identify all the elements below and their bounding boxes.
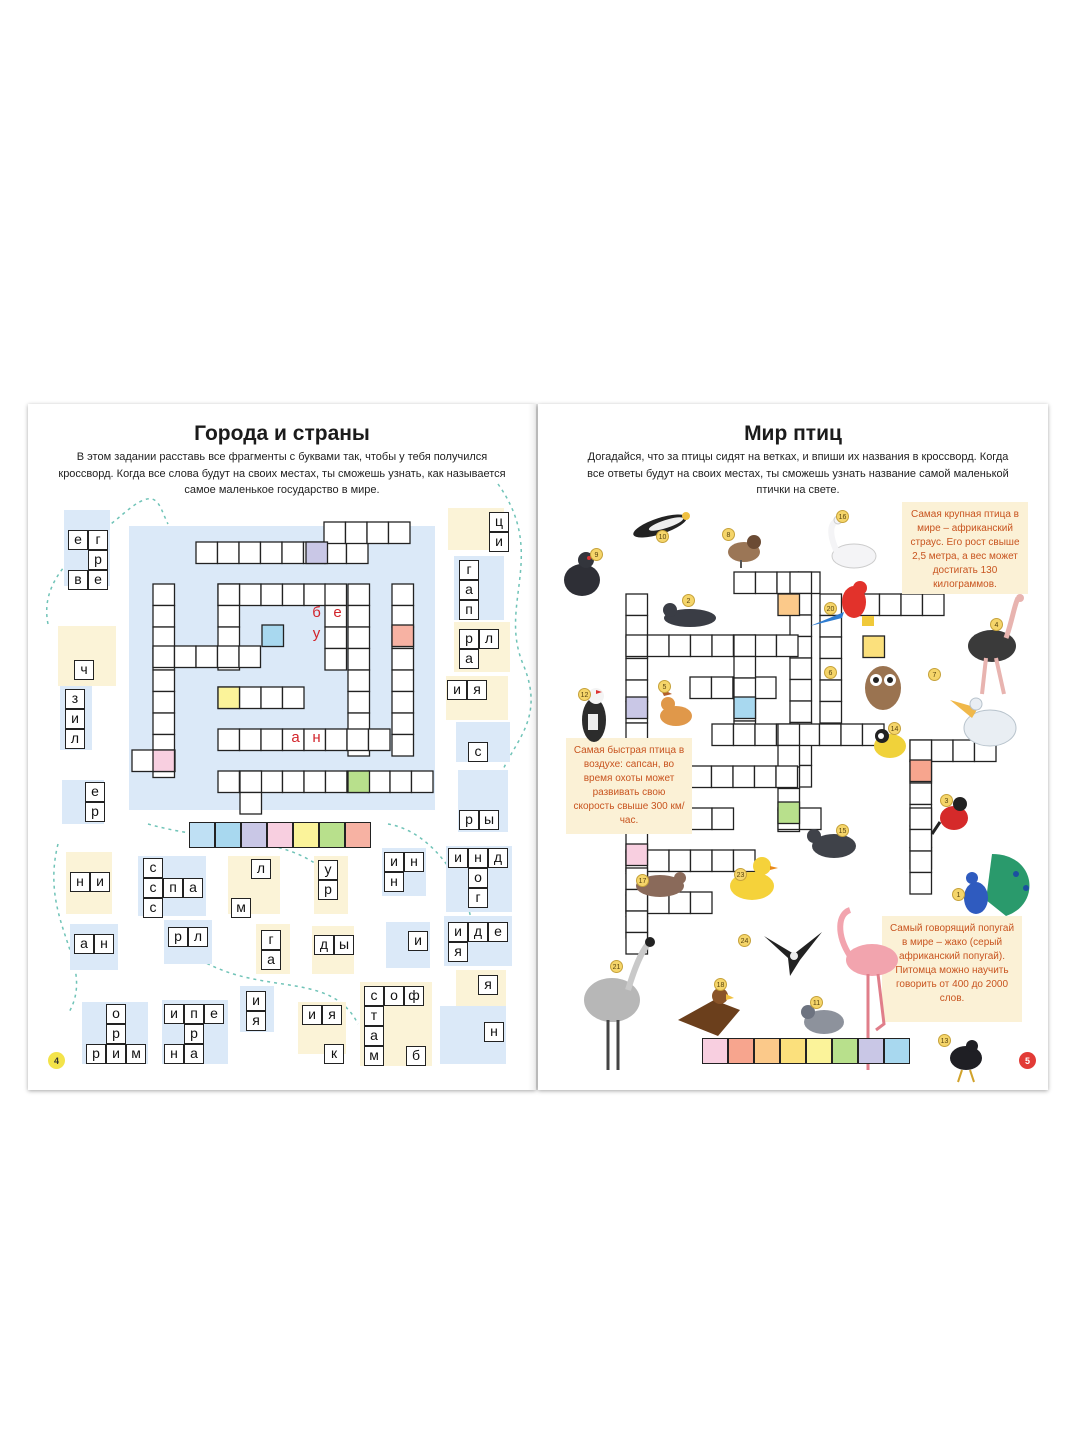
crossword-cell [798, 724, 820, 746]
crossword-cell [910, 783, 932, 805]
fragment-cell[interactable]: д [488, 848, 508, 868]
grid-letter-u: у [312, 625, 321, 642]
crossword-cell [712, 635, 734, 657]
badge-icon: 21 [610, 960, 623, 973]
parrot-icon [804, 578, 880, 634]
crossword-cell [778, 746, 800, 768]
crossword-cell [282, 542, 304, 564]
grid-letter-a: а [291, 729, 300, 746]
crossword-cell [348, 606, 370, 628]
badge-icon: 18 [714, 978, 727, 991]
crossword-cell [910, 740, 932, 762]
fragment-cell[interactable]: г [468, 888, 488, 908]
crossword-cell [392, 735, 414, 757]
crossword-cell [863, 636, 885, 658]
left-page [28, 404, 536, 1090]
crossword-cell [392, 606, 414, 628]
crossword-cell [346, 522, 368, 544]
fragment-cell[interactable]: к [324, 1044, 344, 1064]
fragment-cell[interactable]: т [364, 1006, 384, 1026]
crossword-cell [648, 635, 670, 657]
crossword-cell [306, 542, 328, 564]
answer-cell[interactable] [345, 822, 371, 848]
fragment-cell[interactable]: р [85, 802, 105, 822]
answer-cell[interactable] [728, 1038, 754, 1064]
crossword-cell [240, 687, 262, 709]
fragment-cell[interactable]: е [85, 782, 105, 802]
crossword-cell [392, 692, 414, 714]
crossword-cell [239, 542, 261, 564]
crossword-cell [626, 697, 648, 719]
fragment-cell[interactable]: я [322, 1005, 342, 1025]
crossword-cell [261, 687, 283, 709]
crossword-cell [910, 760, 932, 782]
crossword-cell [218, 542, 240, 564]
crossword-cell [348, 584, 370, 606]
crossword-cell [820, 637, 842, 659]
fragment-cell[interactable]: и [408, 931, 428, 951]
fragment-cell[interactable]: г [459, 560, 479, 580]
fragment-cell[interactable]: с [468, 742, 488, 762]
page-title-birds: Мир птиц [744, 422, 842, 445]
fragment-cell[interactable]: р [318, 880, 338, 900]
crossword-cell [910, 808, 932, 830]
crossword-cell [777, 635, 799, 657]
crossword-cell [175, 646, 197, 668]
crossword-cell [347, 542, 369, 564]
badge-icon: 7 [928, 668, 941, 681]
crossword-cell [348, 627, 370, 649]
cities-answer-strip[interactable] [189, 822, 371, 848]
crossword-cell [240, 584, 262, 606]
fragment-cell[interactable]: я [246, 1011, 266, 1031]
crossword-cell [910, 830, 932, 852]
fragment-cell[interactable]: и [65, 709, 85, 729]
book-spread [28, 404, 1048, 1090]
fact-parrot: Самый говорящий попугай в мире – жако (серый африканский попугай). Питомца можно научить говорить от 400 до 2000 слов. [882, 916, 1022, 1022]
badge-icon: 16 [836, 510, 849, 523]
badge-icon: 11 [810, 996, 823, 1009]
fact-ostrich: Самая крупная птица в мире – африканский страус. Его рост свыше 2,5 метра, а вес может достигать 130 килограммов. [902, 502, 1028, 594]
crossword-cell [153, 692, 175, 714]
crossword-cell [820, 724, 842, 746]
badge-icon: 10 [656, 530, 669, 543]
badge-icon: 23 [734, 868, 747, 881]
badge-icon: 9 [590, 548, 603, 561]
crossword-cell [734, 697, 756, 719]
fragment-cell[interactable]: н [94, 934, 114, 954]
badge-icon: 13 [938, 1034, 951, 1047]
crossword-cell [390, 771, 412, 793]
crossword-cell [626, 616, 648, 638]
crossword-cell [734, 635, 756, 657]
fragment-cell[interactable]: и [302, 1005, 322, 1025]
fragment-cell[interactable]: р [459, 629, 479, 649]
grid-letter-e: е [333, 604, 342, 621]
crossword-cell [389, 522, 411, 544]
fragment-cell[interactable]: р [88, 550, 108, 570]
crossword-cell [196, 646, 218, 668]
crossword-cell [262, 625, 284, 647]
crossword-cell [626, 659, 648, 681]
page-title-cities: Города и страны [194, 422, 370, 445]
fragment-cell[interactable]: с [364, 986, 384, 1006]
fragment-cell[interactable]: а [183, 878, 203, 898]
crossword-cell [626, 844, 648, 866]
fragment-cell[interactable]: л [479, 629, 499, 649]
badge-icon: 4 [990, 618, 1003, 631]
page-number: 5 [1019, 1052, 1036, 1069]
crossword-cell [626, 594, 648, 616]
fragment-cell[interactable]: у [318, 860, 338, 880]
crossword-cell [153, 606, 175, 628]
fragment-cell[interactable]: и [164, 1004, 184, 1024]
fragment-cell[interactable]: м [364, 1046, 384, 1066]
crossword-cell [669, 635, 691, 657]
crossword-cell [392, 713, 414, 735]
fragment-cell[interactable]: н [384, 872, 404, 892]
crossword-cell [153, 670, 175, 692]
crossword-cell [348, 649, 370, 671]
crossword-cell [261, 771, 283, 793]
crossword-cell [690, 766, 712, 788]
fragment-cell[interactable]: о [468, 868, 488, 888]
fragment-cell[interactable]: ц [489, 512, 509, 532]
badge-icon: 14 [888, 722, 901, 735]
crossword-cell [348, 771, 370, 793]
fragment-cell[interactable]: л [251, 859, 271, 879]
crossword-cell [755, 724, 777, 746]
answer-cell[interactable] [189, 822, 215, 848]
crossword-cell [240, 793, 262, 815]
crossword-cell [755, 635, 777, 657]
crossword-cell [348, 692, 370, 714]
fragment-cell[interactable]: р [184, 1024, 204, 1044]
fragment-cell[interactable]: а [184, 1044, 204, 1064]
fragment-cell[interactable]: и [448, 922, 468, 942]
badge-icon: 5 [658, 680, 671, 693]
grid-letter-b: б [312, 604, 321, 621]
eagle-icon [674, 980, 744, 1040]
crossword-cell [153, 627, 175, 649]
crossword-cell [841, 724, 863, 746]
fragment-cell[interactable]: я [448, 942, 468, 962]
crossword-cell [778, 594, 800, 616]
birds-answer-strip[interactable] [702, 1038, 910, 1064]
swan-icon [824, 514, 878, 570]
fragment-cell[interactable]: г [261, 930, 281, 950]
badge-icon: 2 [682, 594, 695, 607]
fragment-cell[interactable]: ы [334, 935, 354, 955]
badge-icon: 17 [636, 874, 649, 887]
fragment-cell[interactable]: а [364, 1026, 384, 1046]
fragment-cell[interactable]: ф [404, 986, 424, 1006]
peacock-icon [946, 844, 1040, 928]
crossword-cell [326, 729, 348, 751]
fragment-cell[interactable]: е [68, 530, 88, 550]
crossword-cell [755, 677, 777, 699]
fragment-cell[interactable]: р [86, 1044, 106, 1064]
crossword-cell [218, 646, 240, 668]
crane-icon [578, 930, 664, 1072]
crossword-cell [626, 635, 648, 657]
fragment-cell[interactable]: и [384, 852, 404, 872]
fragment-cell[interactable]: г [88, 530, 108, 550]
fragment-cell[interactable]: р [106, 1024, 126, 1044]
crossword-cell [880, 594, 902, 616]
fragment-cell[interactable]: я [478, 975, 498, 995]
crossword-cell [712, 724, 734, 746]
crossword-cell [756, 572, 778, 594]
fragment-cell[interactable]: и [447, 680, 467, 700]
badge-icon: 15 [836, 824, 849, 837]
crossword-cell [778, 724, 800, 746]
crossword-cell [347, 729, 369, 751]
fragment-cell[interactable]: л [65, 729, 85, 749]
fragment-cell[interactable]: а [261, 950, 281, 970]
fragment-cell[interactable]: о [384, 986, 404, 1006]
crossword-cell [734, 572, 756, 594]
fragment-cell[interactable]: а [74, 934, 94, 954]
badge-icon: 20 [824, 602, 837, 615]
fragment-cell[interactable]: н [404, 852, 424, 872]
crossword-cell [283, 771, 305, 793]
fragment-cell[interactable]: е [88, 570, 108, 590]
fragment-cell[interactable]: м [231, 898, 251, 918]
crossword-cell [324, 522, 346, 544]
hoopoe-icon [650, 684, 698, 734]
rook-icon [800, 822, 864, 868]
crossword-cell [392, 670, 414, 692]
crossword-cell [712, 808, 734, 830]
crossword-cell [369, 729, 391, 751]
fragment-cell[interactable]: з [65, 689, 85, 709]
crossword-cell [261, 584, 283, 606]
crossword-cell [691, 808, 713, 830]
fragment-cell[interactable]: д [468, 922, 488, 942]
crossword-cell [412, 771, 434, 793]
fragment-cell[interactable]: и [489, 532, 509, 552]
crossword-cell [820, 680, 842, 702]
crossword-cell [712, 766, 734, 788]
fragment-cell[interactable]: р [459, 810, 479, 830]
badge-icon: 3 [940, 794, 953, 807]
right-page [538, 404, 1048, 1090]
crossword-cell [326, 771, 348, 793]
fragment-cell[interactable]: н [468, 848, 488, 868]
fact-falcon: Самая быстрая птица в воздухе: сапсан, во время охоты может развивать свою скорость свыше 300 км/час. [566, 738, 692, 834]
pelican-icon [944, 688, 1024, 752]
badge-icon: 24 [738, 934, 751, 947]
fragment-cell[interactable]: в [68, 570, 88, 590]
crossword-cell [820, 702, 842, 724]
crossword-cell [733, 766, 755, 788]
answer-cell[interactable] [319, 822, 345, 848]
crossword-cell [367, 522, 389, 544]
badge-icon: 6 [824, 666, 837, 679]
crossword-cell [734, 657, 756, 679]
answer-cell[interactable] [215, 822, 241, 848]
fragment-cell[interactable]: п [163, 878, 183, 898]
crossword-cell [132, 750, 154, 772]
crossword-cell [755, 766, 777, 788]
crossword-cell [392, 625, 414, 647]
crossword-cell [691, 850, 713, 872]
fragment-cell[interactable]: л [188, 927, 208, 947]
answer-cell[interactable] [267, 822, 293, 848]
crossword-cell [712, 677, 734, 699]
fragment-cell[interactable]: с [143, 898, 163, 918]
crossword-cell [240, 729, 262, 751]
answer-cell[interactable] [806, 1038, 832, 1064]
crossword-cell [304, 771, 326, 793]
fragment-cell[interactable]: р [168, 927, 188, 947]
crossword-cell [218, 627, 240, 649]
fragment-cell[interactable]: о [106, 1004, 126, 1024]
crossword-cell [790, 658, 812, 680]
ostrich-icon [966, 594, 1044, 700]
crossword-cell [261, 542, 283, 564]
crossword-cell [325, 649, 347, 671]
crossword-cell [153, 713, 175, 735]
crossword-cell [283, 584, 305, 606]
fragment-cell[interactable]: м [126, 1044, 146, 1064]
crossword-cell [261, 729, 283, 751]
fragment-cell[interactable]: б [406, 1046, 426, 1066]
fragment-cell[interactable]: п [184, 1004, 204, 1024]
answer-cell[interactable] [702, 1038, 728, 1064]
intro-cities: В этом задании расставь все фрагменты с буквами так, чтобы у тебя получился кроссворд. Когда все слова будут на своих местах, ты сможешь узнать, как называется самое маленькое государство в мире. [58, 451, 506, 496]
crossword-cell [790, 701, 812, 723]
fragment-cell[interactable]: п [459, 600, 479, 620]
grid-letter-n: н [312, 729, 321, 746]
crossword-cell [153, 646, 175, 668]
fragment-cell[interactable]: ч [74, 660, 94, 680]
crossword-cell [691, 892, 713, 914]
answer-cell[interactable] [884, 1038, 910, 1064]
crossword-cell [910, 873, 932, 895]
fragment-cell[interactable]: а [459, 580, 479, 600]
crossword-cell [239, 646, 261, 668]
fragment-cell[interactable]: а [459, 649, 479, 669]
answer-cell[interactable] [293, 822, 319, 848]
intro-birds: Догадайся, что за птицы сидят на ветках, и впиши их названия в кроссворд. Когда все ответы будут на своих местах, ты сможешь узнать название самой маленькой птички на свете. [587, 451, 1009, 496]
answer-cell[interactable] [241, 822, 267, 848]
crossword-cell [153, 750, 175, 772]
fragment-cell[interactable]: н [164, 1044, 184, 1064]
owl-icon [862, 658, 904, 714]
fragment-cell[interactable]: н [484, 1022, 504, 1042]
answer-cell[interactable] [780, 1038, 806, 1064]
crossword-cell [901, 594, 923, 616]
fragment-cell[interactable]: е [204, 1004, 224, 1024]
crossword-cell [734, 678, 756, 700]
crossword-cell [348, 670, 370, 692]
fragment-cell[interactable]: и [90, 872, 110, 892]
fragment-cell[interactable]: с [143, 858, 163, 878]
answer-cell[interactable] [858, 1038, 884, 1064]
crossword-cell [369, 771, 391, 793]
crossword-cell [218, 687, 240, 709]
crossword-cell [218, 606, 240, 628]
answer-cell[interactable] [754, 1038, 780, 1064]
crossword-cell [218, 584, 240, 606]
swallow-icon [760, 928, 826, 978]
crossword-cell [153, 584, 175, 606]
crossword-cell [196, 542, 218, 564]
fragment-cell[interactable]: с [143, 878, 163, 898]
crossword-cell [325, 627, 347, 649]
fragment-cell[interactable]: ы [479, 810, 499, 830]
crossword-cell [325, 542, 347, 564]
crossword-cell [734, 724, 756, 746]
answer-cell[interactable] [832, 1038, 858, 1064]
crossword-cell [778, 802, 800, 824]
badge-icon: 12 [578, 688, 591, 701]
crossword-cell [790, 680, 812, 702]
badge-icon: 8 [722, 528, 735, 541]
fragment-cell[interactable]: и [246, 991, 266, 1011]
fragment-cell[interactable]: и [448, 848, 468, 868]
crossword-cell [923, 594, 945, 616]
fragment-cell[interactable]: н [70, 872, 90, 892]
crossword-cell [218, 771, 240, 793]
crossword-cell [218, 729, 240, 751]
page-number: 4 [48, 1052, 65, 1069]
crossword-cell [691, 635, 713, 657]
fragment-cell[interactable]: д [314, 935, 334, 955]
crossword-cell [910, 851, 932, 873]
fragment-cell[interactable]: и [106, 1044, 126, 1064]
crossword-cell [776, 766, 798, 788]
crossword-cell [283, 687, 305, 709]
fragment-cell[interactable]: е [488, 922, 508, 942]
crossword-cell [392, 584, 414, 606]
crossword-cell [392, 649, 414, 671]
badge-icon: 1 [952, 888, 965, 901]
fragment-cell[interactable]: я [467, 680, 487, 700]
crossword-cell [240, 771, 262, 793]
